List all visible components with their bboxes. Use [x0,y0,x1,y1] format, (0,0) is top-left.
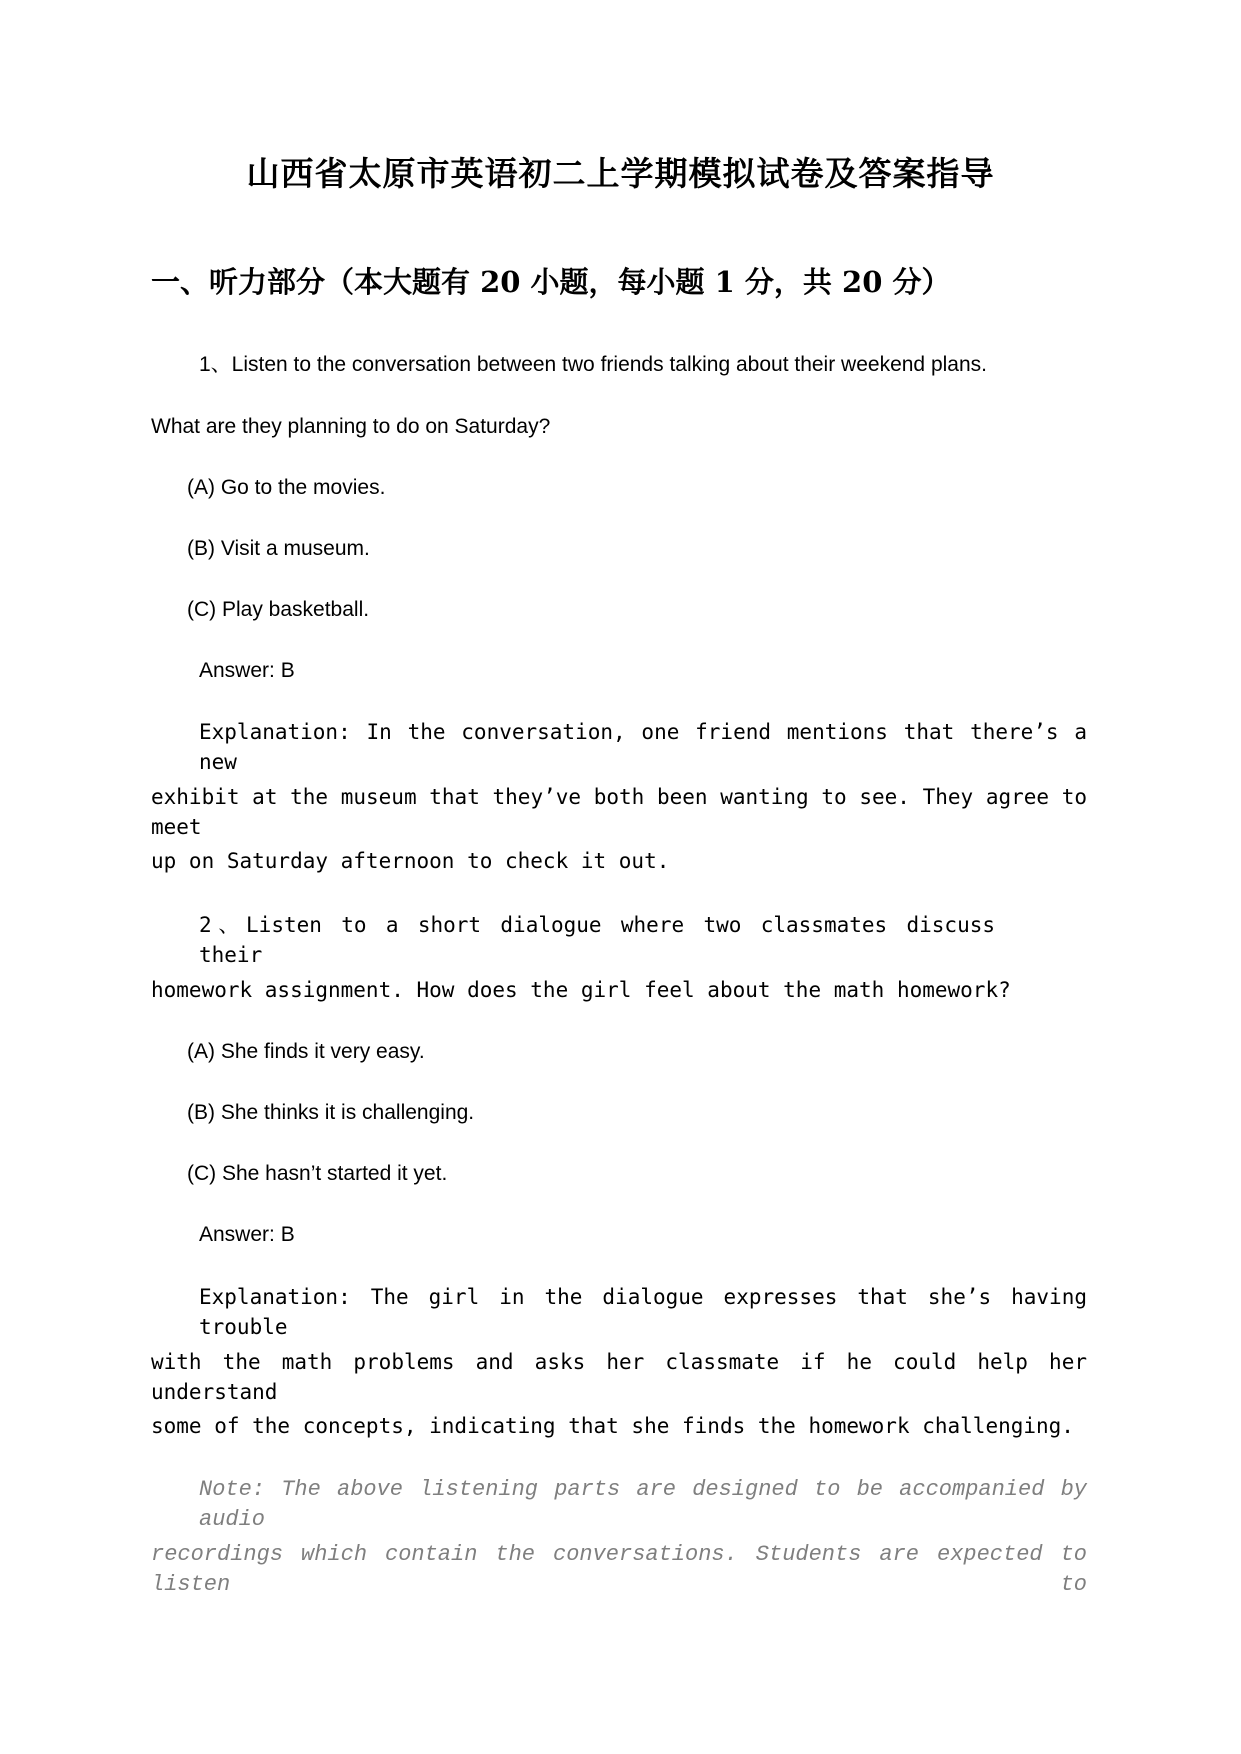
question-2-option-c: (C) She hasn’t started it yet. [187,1162,448,1185]
note-line2: recordings which contain the conversations. Students are expected to listen to [151,1542,1087,1597]
question-1-explanation-line2: exhibit at the museum that they’ve both been wanting to see. They agree to meet [151,785,1087,839]
section-heading-listening: 一、听力部分（本大题有 20 小题，每小题 1 分，共 20 分） [151,265,951,299]
question-1-option-a: (A) Go to the movies. [187,476,386,499]
question-2-stem-line2: homework assignment. How does the girl feel about the math homework? [151,978,1011,1002]
question-2-answer: Answer: B [199,1223,295,1246]
note-line1: Note: The above listening parts are designed to be accompanied by audio [199,1477,1087,1532]
document-title: 山西省太原市英语初二上学期模拟试卷及答案指导 [246,154,995,193]
question-1-option-b: (B) Visit a museum. [187,537,370,560]
question-2-explanation-line3: some of the concepts, indicating that she finds the homework challenging. [151,1414,1074,1438]
question-1-explanation-line3: up on Saturday afternoon to check it out. [151,849,670,873]
question-2-stem-line1: 2、Listen to a short dialogue where two classmates discuss their [199,913,995,967]
question-2-explanation-line2: with the math problems and asks her classmate if he could help her understand [151,1350,1087,1404]
question-1-stem-line2: What are they planning to do on Saturday? [151,415,551,438]
question-2-explanation-line1: Explanation: The girl in the dialogue expresses that she’s having trouble [199,1285,1087,1339]
question-1-option-c: (C) Play basketball. [187,598,370,621]
question-1-answer: Answer: B [199,659,295,682]
question-2-option-a: (A) She finds it very easy. [187,1040,425,1063]
question-1-explanation-line1: Explanation: In the conversation, one friend mentions that there’s a new [199,720,1087,774]
question-1-stem-line1: 1、Listen to the conversation between two friends talking about their weekend plans. [199,353,987,376]
question-2-option-b: (B) She thinks it is challenging. [187,1101,475,1124]
